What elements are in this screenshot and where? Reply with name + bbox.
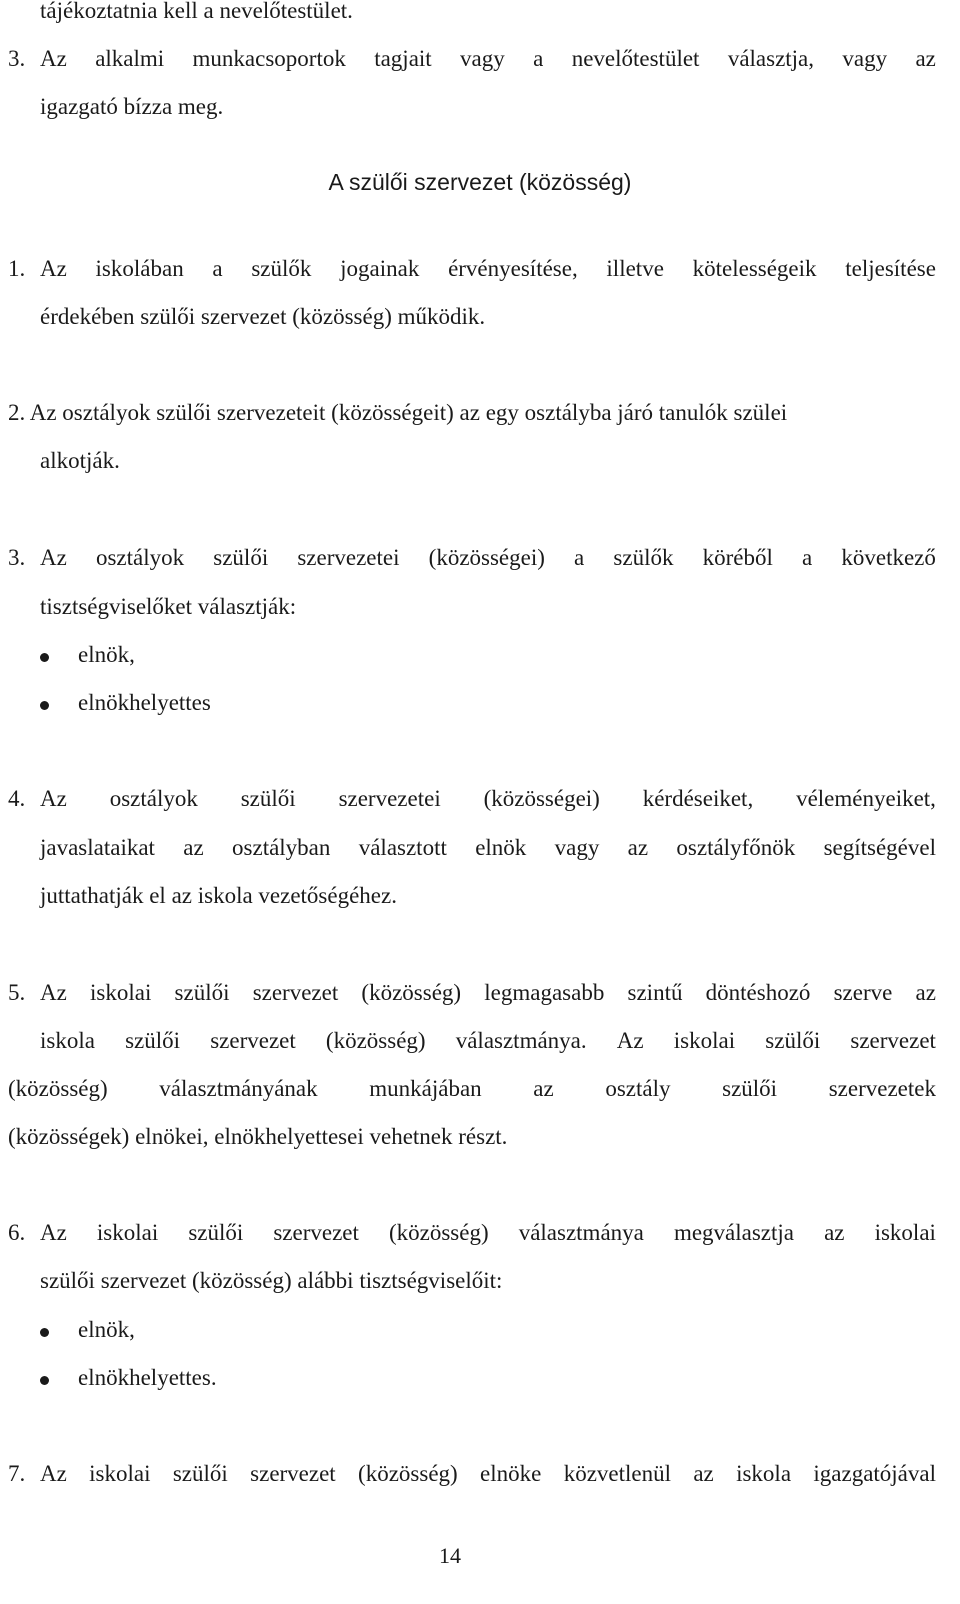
justified-line bbox=[40, 254, 936, 284]
section-heading: A szülői szervezet (közösség) bbox=[328, 169, 632, 195]
word: szintű bbox=[627, 980, 683, 1005]
text-line: juttathatják el az iskola vezetőségéhez. bbox=[40, 883, 397, 908]
word: Az bbox=[40, 786, 67, 811]
word: javaslataikat bbox=[40, 835, 155, 860]
text-line: (közösségek) elnökei, elnökhelyettesei vehetnek részt. bbox=[8, 1124, 508, 1149]
word: szervezetei bbox=[338, 786, 441, 811]
justified-line bbox=[40, 833, 936, 863]
word: Az bbox=[616, 1028, 644, 1053]
justified-line bbox=[8, 1074, 936, 1104]
word: (közösség) bbox=[388, 1220, 489, 1245]
word: osztályban bbox=[232, 835, 331, 860]
word: az bbox=[533, 1076, 554, 1101]
text-line: érdekében szülői szervezet (közösség) működik. bbox=[40, 304, 486, 329]
page-number: 14 bbox=[439, 1543, 461, 1568]
word: a bbox=[212, 256, 223, 281]
text-line: tájékoztatnia kell a nevelőtestület. bbox=[40, 0, 353, 23]
text-line: alkotják. bbox=[40, 448, 120, 473]
word: választmánya. bbox=[455, 1028, 587, 1053]
word: iskolai bbox=[90, 980, 152, 1005]
word: elnöke bbox=[480, 1461, 542, 1486]
word: következő bbox=[841, 545, 936, 570]
word: osztályok bbox=[95, 545, 185, 570]
justified-line bbox=[40, 543, 936, 573]
word: iskola bbox=[736, 1461, 792, 1486]
word: szülői bbox=[722, 1076, 778, 1101]
word: (közösség) bbox=[8, 1076, 108, 1101]
word: választmánya bbox=[518, 1220, 644, 1245]
word: vagy bbox=[554, 835, 600, 860]
word: munkacsoportok bbox=[192, 46, 346, 71]
text-line: szülői szervezet (közösség) alábbi tisztségviselőit: bbox=[40, 1268, 503, 1293]
bullet-icon bbox=[40, 653, 49, 662]
item-number: 6. bbox=[8, 1220, 26, 1245]
text-line: igazgató bízza meg. bbox=[40, 94, 224, 119]
word: iskolában bbox=[95, 256, 184, 281]
word: szervezet bbox=[850, 1028, 936, 1053]
text-line: tisztségviselőket választják: bbox=[40, 594, 297, 619]
justified-line bbox=[40, 1218, 936, 1248]
word: (közösség) bbox=[358, 1461, 458, 1486]
word: osztályfőnök bbox=[676, 835, 796, 860]
item-number: 3. bbox=[8, 46, 26, 71]
word: megválasztja bbox=[673, 1220, 795, 1245]
justified-line bbox=[40, 44, 936, 74]
word: szervezet bbox=[273, 1220, 359, 1245]
word: szülői bbox=[765, 1028, 821, 1053]
word: nevelőtestület bbox=[571, 46, 700, 71]
word: választmányának bbox=[159, 1076, 318, 1101]
word: az bbox=[183, 835, 204, 860]
item-number: 5. bbox=[8, 980, 26, 1005]
bullet-icon bbox=[40, 1376, 49, 1385]
word: Az bbox=[40, 256, 67, 281]
text-line: 2. Az osztályok szülői szervezeteit (közösségeit) az egy osztályba járó tanulók szülei bbox=[8, 400, 788, 425]
word: osztályok bbox=[109, 786, 198, 811]
word: szülők bbox=[251, 256, 312, 281]
word: a bbox=[533, 46, 544, 71]
word: (közösség) bbox=[325, 1028, 426, 1053]
word: Az bbox=[40, 1461, 67, 1486]
word: vagy bbox=[842, 46, 888, 71]
word: szülői bbox=[172, 1461, 228, 1486]
word: kérdéseiket, bbox=[642, 786, 754, 811]
word: szervezet bbox=[250, 1461, 336, 1486]
word: iskolai bbox=[874, 1220, 936, 1245]
justified-line bbox=[40, 978, 936, 1008]
word: szülői bbox=[174, 980, 230, 1005]
word: (közösségei) bbox=[483, 786, 600, 811]
word: vagy bbox=[460, 46, 505, 71]
word: szülők bbox=[613, 545, 674, 570]
word: Az bbox=[40, 1220, 67, 1245]
word: teljesítése bbox=[845, 256, 936, 281]
word: legmagasabb bbox=[484, 980, 605, 1005]
bullet-icon bbox=[40, 1328, 49, 1337]
word: igazgatójával bbox=[813, 1461, 936, 1486]
word: segítségével bbox=[823, 835, 936, 860]
word: döntéshozó bbox=[705, 980, 811, 1005]
bullet-icon bbox=[40, 701, 49, 710]
word: szülői bbox=[240, 786, 296, 811]
word: köréből bbox=[702, 545, 773, 570]
word: (közösségei) bbox=[428, 545, 545, 570]
word: szülői bbox=[125, 1028, 181, 1053]
list-item: elnök, bbox=[78, 642, 135, 667]
word: alkalmi bbox=[95, 46, 165, 71]
word: az bbox=[627, 835, 649, 860]
word: iskolai bbox=[673, 1028, 736, 1053]
word: Az bbox=[40, 545, 67, 570]
word: szervezet bbox=[252, 980, 339, 1005]
word: érvényesítése, bbox=[448, 256, 578, 281]
word: munkájában bbox=[369, 1076, 482, 1101]
word: Az bbox=[40, 46, 67, 71]
justified-line bbox=[40, 1026, 936, 1056]
list-item: elnökhelyettes bbox=[78, 690, 211, 715]
word: (közösség) bbox=[361, 980, 462, 1005]
word: a bbox=[802, 545, 813, 570]
word: közvetlenül bbox=[563, 1461, 671, 1486]
list-item: elnök, bbox=[78, 1317, 135, 1342]
word: véleményeiket, bbox=[796, 786, 936, 811]
item-number: 4. bbox=[8, 786, 26, 811]
word: az bbox=[693, 1461, 714, 1486]
word: tagjait bbox=[374, 46, 432, 71]
item-number: 1. bbox=[8, 256, 26, 281]
word: az bbox=[915, 980, 936, 1005]
word: az bbox=[824, 1220, 845, 1245]
justified-line bbox=[40, 1459, 936, 1489]
word: kötelességeik bbox=[692, 256, 817, 281]
word: szervezetei bbox=[297, 545, 400, 570]
item-number: 7. bbox=[8, 1461, 26, 1486]
word: szülői bbox=[213, 545, 269, 570]
word: szülői bbox=[188, 1220, 244, 1245]
word: a bbox=[574, 545, 585, 570]
justified-line bbox=[40, 784, 936, 814]
word: Az bbox=[40, 980, 67, 1005]
word: az bbox=[915, 46, 936, 71]
word: iskolai bbox=[96, 1220, 159, 1245]
word: választja, bbox=[727, 46, 815, 71]
item-number: 3. bbox=[8, 545, 26, 570]
word: választott bbox=[358, 835, 447, 860]
word: iskolai bbox=[89, 1461, 151, 1486]
word: szervezetek bbox=[828, 1076, 936, 1101]
word: szervezet bbox=[210, 1028, 296, 1053]
word: osztály bbox=[605, 1076, 671, 1101]
word: szerve bbox=[833, 980, 893, 1005]
word: illetve bbox=[606, 256, 664, 281]
word: iskola bbox=[40, 1028, 95, 1053]
list-item: elnökhelyettes. bbox=[78, 1365, 217, 1390]
word: elnök bbox=[475, 835, 527, 860]
word: jogainak bbox=[340, 256, 420, 281]
